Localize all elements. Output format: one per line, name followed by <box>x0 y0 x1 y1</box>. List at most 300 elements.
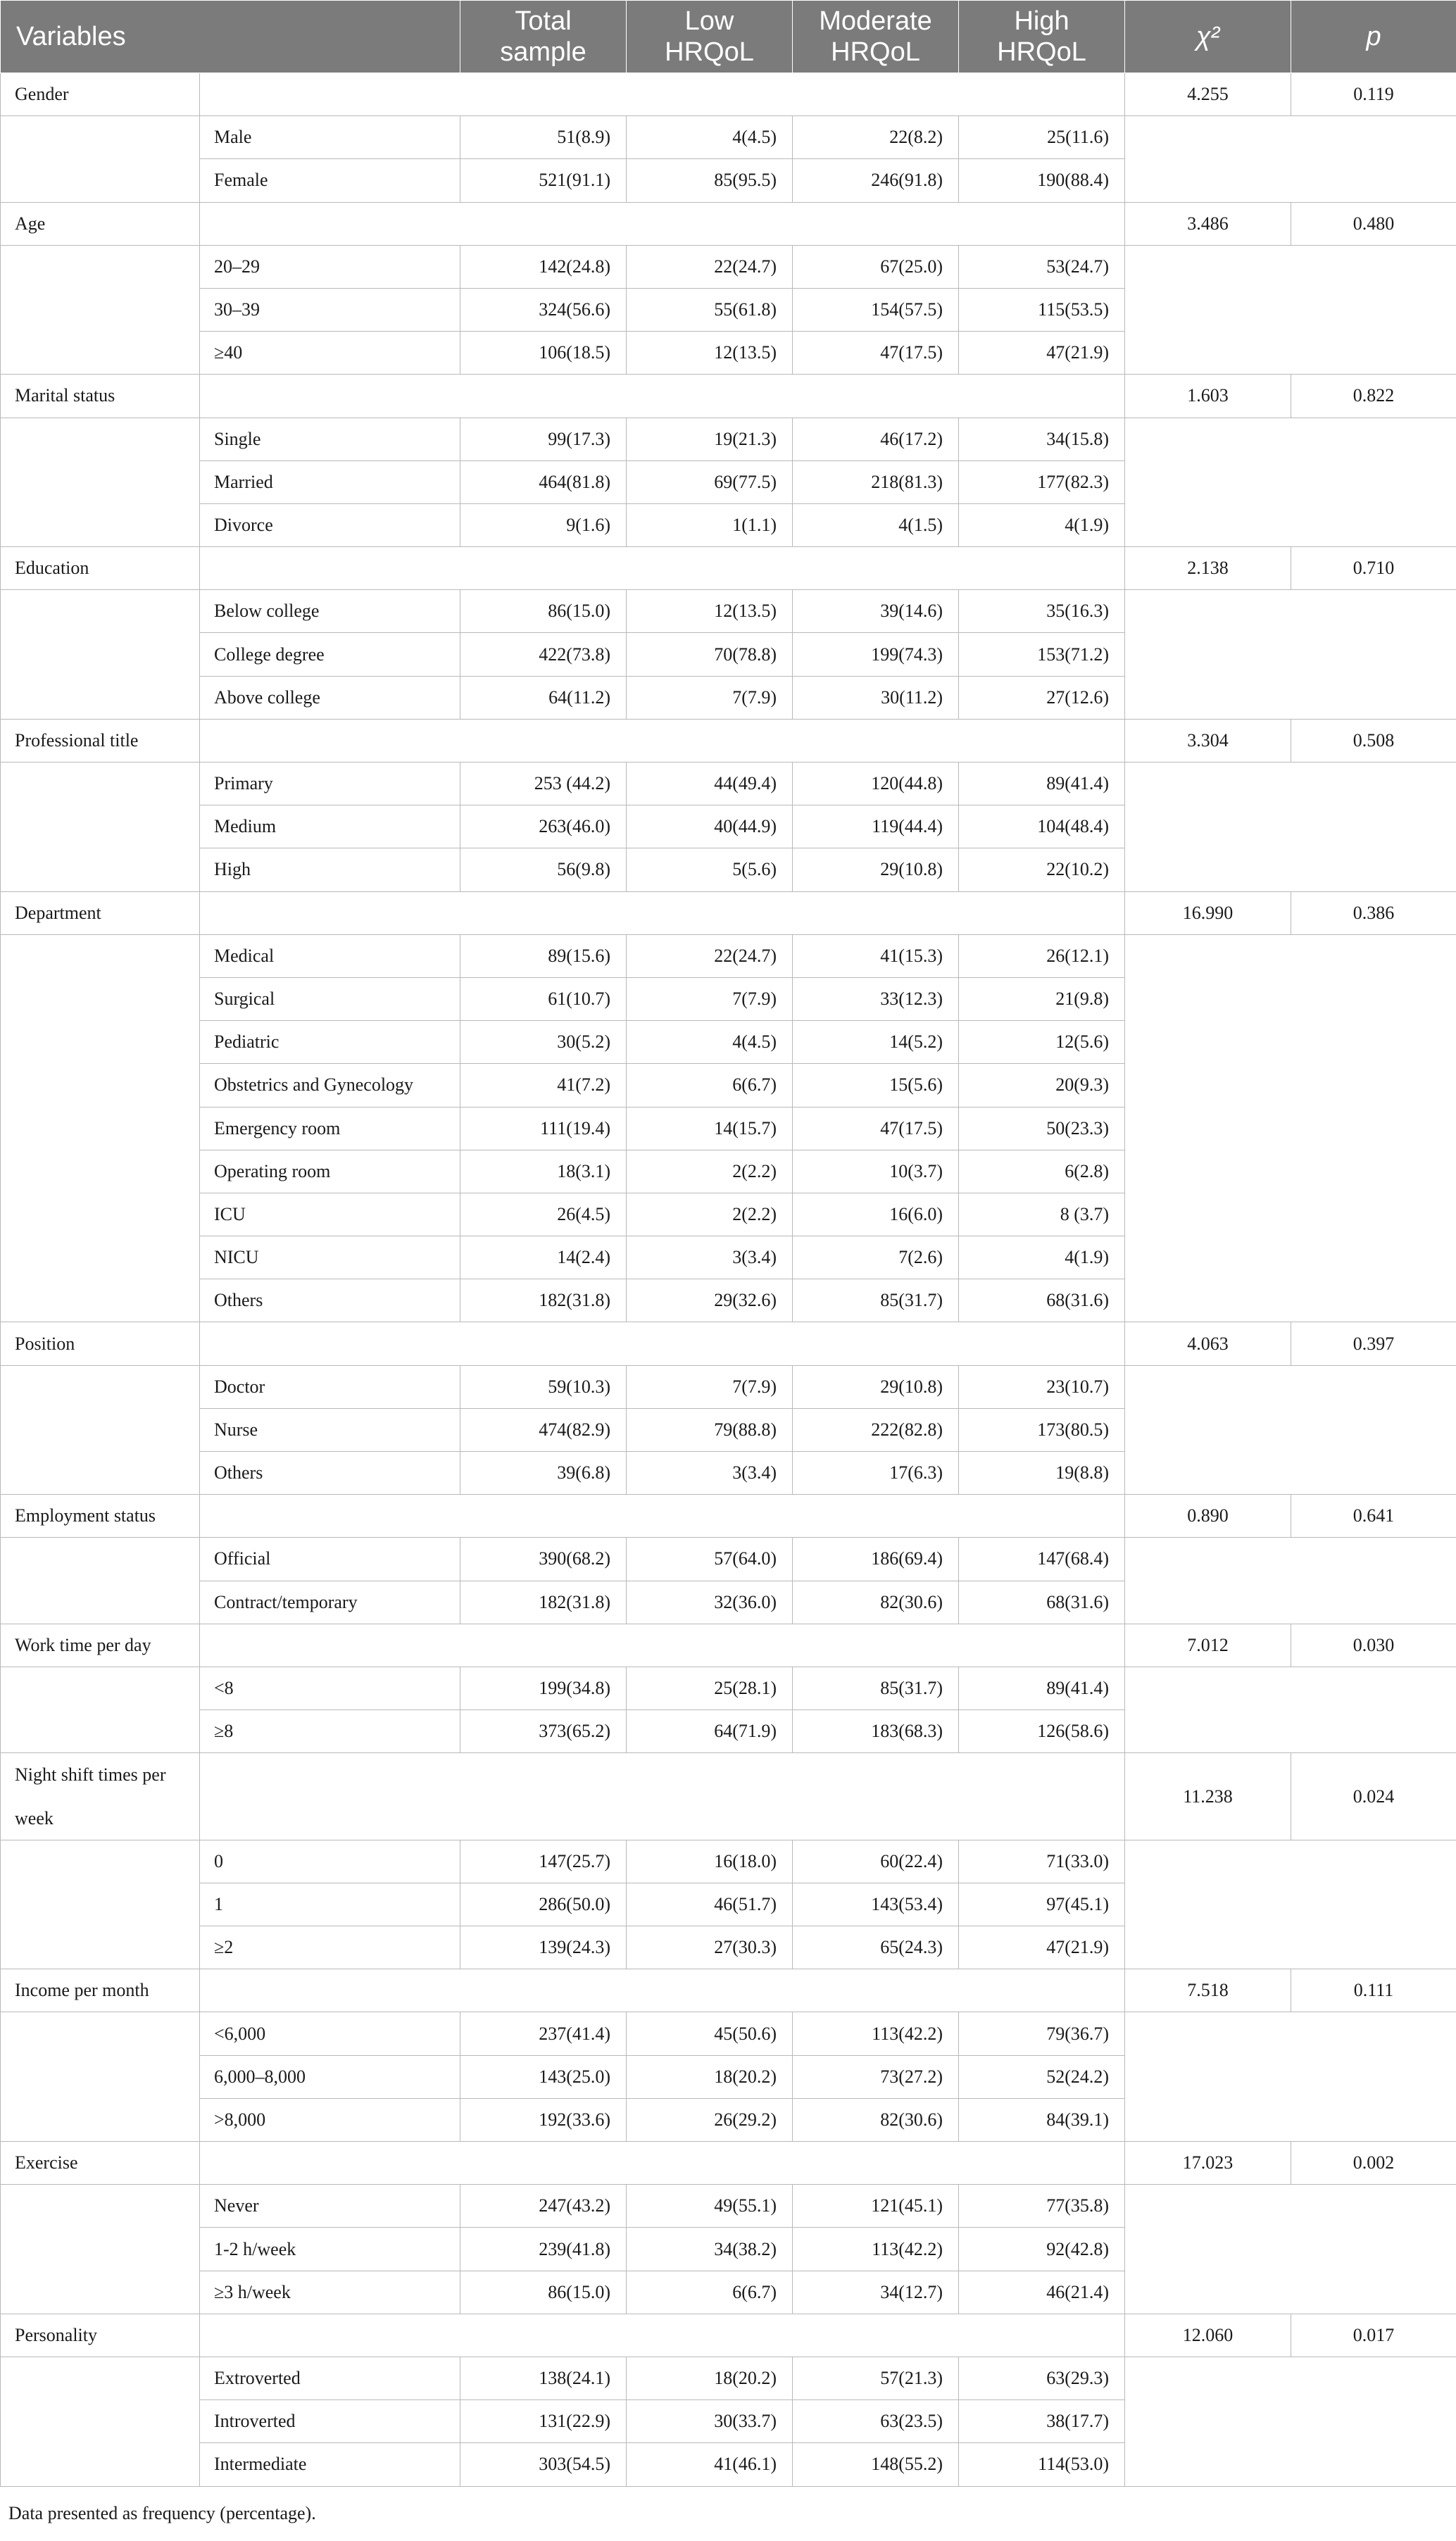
moderate-hrqol-cell: 113(42.2) <box>793 2228 959 2271</box>
moderate-hrqol-cell: 85(31.7) <box>793 1279 959 1322</box>
total-sample-cell: 89(15.6) <box>460 934 627 977</box>
low-hrqol-cell: 70(78.8) <box>627 633 793 676</box>
high-hrqol-cell: 8 (3.7) <box>959 1193 1125 1236</box>
moderate-hrqol-cell: 119(44.4) <box>793 805 959 848</box>
low-hrqol-cell: 27(30.3) <box>627 1926 793 1969</box>
total-sample-cell: 192(33.6) <box>460 2098 627 2141</box>
stats-blank-cell <box>1125 418 1456 547</box>
moderate-hrqol-cell: 17(6.3) <box>793 1452 959 1495</box>
high-hrqol-cell: 38(17.7) <box>959 2400 1125 2443</box>
total-sample-cell: 9(1.6) <box>460 503 627 546</box>
stats-blank-cell <box>1125 1365 1456 1495</box>
chi-square-value: 11.238 <box>1125 1753 1291 1840</box>
category-label: Medical <box>200 934 460 977</box>
low-hrqol-cell: 2(2.2) <box>627 1193 793 1236</box>
category-label: 20–29 <box>200 245 460 288</box>
high-hrqol-cell: 53(24.7) <box>959 245 1125 288</box>
high-hrqol-cell: 46(21.4) <box>959 2271 1125 2314</box>
high-hrqol-cell: 19(8.8) <box>959 1452 1125 1495</box>
high-hrqol-cell: 47(21.9) <box>959 332 1125 375</box>
total-sample-cell: 138(24.1) <box>460 2357 627 2399</box>
category-label: Obstetrics and Gynecology <box>200 1064 460 1107</box>
total-sample-cell: 14(2.4) <box>460 1236 627 1279</box>
variable-name: Gender <box>1 73 200 116</box>
moderate-hrqol-cell: 63(23.5) <box>793 2400 959 2443</box>
category-label: ≥40 <box>200 332 460 375</box>
stats-blank-cell <box>1125 1840 1456 1969</box>
category-label: Operating room <box>200 1150 460 1193</box>
category-label: 1-2 h/week <box>200 2228 460 2271</box>
category-label: Male <box>200 116 460 159</box>
header-p-value: p <box>1291 1 1456 73</box>
header-high-line2: HRQoL <box>997 37 1086 67</box>
chi-square-value: 4.255 <box>1125 73 1291 116</box>
moderate-hrqol-cell: 4(1.5) <box>793 503 959 546</box>
low-hrqol-cell: 45(50.6) <box>627 2012 793 2055</box>
low-hrqol-cell: 1(1.1) <box>627 503 793 546</box>
table-row <box>1 590 1456 633</box>
total-sample-cell: 64(11.2) <box>460 676 627 719</box>
moderate-hrqol-cell: 246(91.8) <box>793 159 959 202</box>
high-hrqol-cell: 190(88.4) <box>959 159 1125 202</box>
variable-indent-cell <box>1 1538 200 1624</box>
moderate-hrqol-cell: 57(21.3) <box>793 2357 959 2399</box>
total-sample-cell: 263(46.0) <box>460 805 627 848</box>
high-hrqol-cell: 47(21.9) <box>959 1926 1125 1969</box>
high-hrqol-cell: 115(53.5) <box>959 288 1125 331</box>
chi-square-value: 0.890 <box>1125 1495 1291 1538</box>
variable-indent-cell <box>1 934 200 1322</box>
total-sample-cell: 253 (44.2) <box>460 763 627 805</box>
variable-indent-cell <box>1 1365 200 1495</box>
category-label: High <box>200 848 460 891</box>
footnote: Data presented as frequency (percentage). <box>8 2503 316 2523</box>
high-hrqol-cell: 4(1.9) <box>959 503 1125 546</box>
category-label: Single <box>200 418 460 460</box>
variable-row <box>1 1969 1456 2012</box>
low-hrqol-cell: 7(7.9) <box>627 1365 793 1408</box>
p-value: 0.822 <box>1291 375 1456 418</box>
header-total-line2: sample <box>500 37 586 67</box>
total-sample-cell: 182(31.8) <box>460 1581 627 1624</box>
high-hrqol-cell: 26(12.1) <box>959 934 1125 977</box>
low-hrqol-cell: 4(4.5) <box>627 116 793 159</box>
variable-indent-cell <box>1 1667 200 1752</box>
p-value: 0.002 <box>1291 2142 1456 2185</box>
low-hrqol-cell: 49(55.1) <box>627 2185 793 2228</box>
moderate-hrqol-cell: 30(11.2) <box>793 676 959 719</box>
total-sample-cell: 41(7.2) <box>460 1064 627 1107</box>
chi-square-value: 3.304 <box>1125 719 1291 762</box>
variable-row <box>1 1495 1456 1538</box>
moderate-hrqol-cell: 10(3.7) <box>793 1150 959 1193</box>
high-hrqol-cell: 35(16.3) <box>959 590 1125 633</box>
category-label: Surgical <box>200 977 460 1020</box>
high-hrqol-cell: 52(24.2) <box>959 2055 1125 2098</box>
variable-indent-cell <box>1 763 200 892</box>
variable-name: Department <box>1 891 200 934</box>
category-label: Medium <box>200 805 460 848</box>
variable-name: Personality <box>1 2314 200 2357</box>
category-label: Married <box>200 460 460 503</box>
variable-spacer <box>200 1753 1125 1840</box>
stats-blank-cell <box>1125 1538 1456 1624</box>
variable-indent-cell <box>1 2357 200 2486</box>
low-hrqol-cell: 22(24.7) <box>627 245 793 288</box>
low-hrqol-cell: 30(33.7) <box>627 2400 793 2443</box>
low-hrqol-cell: 41(46.1) <box>627 2443 793 2486</box>
header-moderate-hrqol <box>793 1 959 73</box>
header-variables: Variables <box>1 1 460 73</box>
category-label: Others <box>200 1279 460 1322</box>
low-hrqol-cell: 40(44.9) <box>627 805 793 848</box>
chi-square-value: 7.518 <box>1125 1969 1291 2012</box>
category-label: 30–39 <box>200 288 460 331</box>
variable-name: Employment status <box>1 1495 200 1538</box>
low-hrqol-cell: 4(4.5) <box>627 1021 793 1064</box>
low-hrqol-cell: 64(71.9) <box>627 1710 793 1753</box>
p-value: 0.641 <box>1291 1495 1456 1538</box>
low-hrqol-cell: 16(18.0) <box>627 1840 793 1883</box>
table-row <box>1 1667 1456 1709</box>
high-hrqol-cell: 12(5.6) <box>959 1021 1125 1064</box>
chi-square-value: 3.486 <box>1125 202 1291 245</box>
category-label: Primary <box>200 763 460 805</box>
table-row <box>1 763 1456 805</box>
category-label: Above college <box>200 676 460 719</box>
moderate-hrqol-cell: 60(22.4) <box>793 1840 959 1883</box>
header-total-line1: Total <box>515 6 572 36</box>
variable-name: Marital status <box>1 375 200 418</box>
chi-square-value: 1.603 <box>1125 375 1291 418</box>
table-row <box>1 2185 1456 2228</box>
total-sample-cell: 99(17.3) <box>460 418 627 460</box>
variable-row <box>1 375 1456 418</box>
high-hrqol-cell: 153(71.2) <box>959 633 1125 676</box>
high-hrqol-cell: 34(15.8) <box>959 418 1125 460</box>
moderate-hrqol-cell: 14(5.2) <box>793 1021 959 1064</box>
high-hrqol-cell: 89(41.4) <box>959 1667 1125 1709</box>
variable-row <box>1 2314 1456 2357</box>
moderate-hrqol-cell: 34(12.7) <box>793 2271 959 2314</box>
variable-spacer <box>200 1322 1125 1365</box>
p-value: 0.111 <box>1291 1969 1456 2012</box>
header-low-line1: Low <box>684 6 734 36</box>
total-sample-cell: 247(43.2) <box>460 2185 627 2228</box>
total-sample-cell: 199(34.8) <box>460 1667 627 1709</box>
high-hrqol-cell: 126(58.6) <box>959 1710 1125 1753</box>
low-hrqol-cell: 26(29.2) <box>627 2098 793 2141</box>
low-hrqol-cell: 57(64.0) <box>627 1538 793 1581</box>
moderate-hrqol-cell: 65(24.3) <box>793 1926 959 1969</box>
moderate-hrqol-cell: 121(45.1) <box>793 2185 959 2228</box>
low-hrqol-cell: 7(7.9) <box>627 676 793 719</box>
stats-blank-cell <box>1125 2185 1456 2314</box>
category-label: Introverted <box>200 2400 460 2443</box>
variable-spacer <box>200 2142 1125 2185</box>
total-sample-cell: 390(68.2) <box>460 1538 627 1581</box>
stats-blank-cell <box>1125 245 1456 375</box>
category-label: ≥2 <box>200 1926 460 1969</box>
low-hrqol-cell: 2(2.2) <box>627 1150 793 1193</box>
stats-blank-cell <box>1125 934 1456 1322</box>
low-hrqol-cell: 3(3.4) <box>627 1452 793 1495</box>
high-hrqol-cell: 4(1.9) <box>959 1236 1125 1279</box>
category-label: Divorce <box>200 503 460 546</box>
category-label: Below college <box>200 590 460 633</box>
moderate-hrqol-cell: 73(27.2) <box>793 2055 959 2098</box>
total-sample-cell: 111(19.4) <box>460 1107 627 1150</box>
category-label: Intermediate <box>200 2443 460 2486</box>
variable-spacer <box>200 375 1125 418</box>
high-hrqol-cell: 68(31.6) <box>959 1279 1125 1322</box>
total-sample-cell: 59(10.3) <box>460 1365 627 1408</box>
moderate-hrqol-cell: 143(53.4) <box>793 1883 959 1926</box>
variable-indent-cell <box>1 590 200 720</box>
table-row <box>1 245 1456 288</box>
low-hrqol-cell: 69(77.5) <box>627 460 793 503</box>
moderate-hrqol-cell: 29(10.8) <box>793 1365 959 1408</box>
category-label: Nurse <box>200 1408 460 1451</box>
moderate-hrqol-cell: 22(8.2) <box>793 116 959 159</box>
low-hrqol-cell: 32(36.0) <box>627 1581 793 1624</box>
high-hrqol-cell: 79(36.7) <box>959 2012 1125 2055</box>
low-hrqol-cell: 5(5.6) <box>627 848 793 891</box>
total-sample-cell: 86(15.0) <box>460 590 627 633</box>
category-label: Others <box>200 1452 460 1495</box>
low-hrqol-cell: 46(51.7) <box>627 1883 793 1926</box>
variable-name: Professional title <box>1 719 200 762</box>
total-sample-cell: 139(24.3) <box>460 1926 627 1969</box>
chi-square-value: 7.012 <box>1125 1624 1291 1667</box>
high-hrqol-cell: 89(41.4) <box>959 763 1125 805</box>
category-label: Official <box>200 1538 460 1581</box>
category-label: 1 <box>200 1883 460 1926</box>
variable-name: Income per month <box>1 1969 200 2012</box>
total-sample-cell: 303(54.5) <box>460 2443 627 2486</box>
table-row <box>1 1365 1456 1408</box>
table-row <box>1 2012 1456 2055</box>
category-label: Female <box>200 159 460 202</box>
low-hrqol-cell: 55(61.8) <box>627 288 793 331</box>
variable-spacer <box>200 719 1125 762</box>
high-hrqol-cell: 71(33.0) <box>959 1840 1125 1883</box>
high-hrqol-cell: 84(39.1) <box>959 2098 1125 2141</box>
table-row <box>1 116 1456 159</box>
total-sample-cell: 61(10.7) <box>460 977 627 1020</box>
moderate-hrqol-cell: 85(31.7) <box>793 1667 959 1709</box>
high-hrqol-cell: 25(11.6) <box>959 116 1125 159</box>
total-sample-cell: 26(4.5) <box>460 1193 627 1236</box>
variable-spacer <box>200 73 1125 116</box>
p-value: 0.397 <box>1291 1322 1456 1365</box>
moderate-hrqol-cell: 47(17.5) <box>793 332 959 375</box>
category-label: 6,000–8,000 <box>200 2055 460 2098</box>
category-label: Contract/temporary <box>200 1581 460 1624</box>
low-hrqol-cell: 79(88.8) <box>627 1408 793 1451</box>
high-hrqol-cell: 97(45.1) <box>959 1883 1125 1926</box>
total-sample-cell: 239(41.8) <box>460 2228 627 2271</box>
header-chi-square: χ² <box>1125 1 1291 73</box>
low-hrqol-cell: 12(13.5) <box>627 332 793 375</box>
category-label: <6,000 <box>200 2012 460 2055</box>
variable-row <box>1 1624 1456 1667</box>
variable-indent-cell <box>1 2185 200 2314</box>
moderate-hrqol-cell: 186(69.4) <box>793 1538 959 1581</box>
total-sample-cell: 521(91.1) <box>460 159 627 202</box>
high-hrqol-cell: 21(9.8) <box>959 977 1125 1020</box>
total-sample-cell: 464(81.8) <box>460 460 627 503</box>
variable-row <box>1 202 1456 245</box>
high-hrqol-cell: 6(2.8) <box>959 1150 1125 1193</box>
variable-name: Education <box>1 547 200 590</box>
category-label: Doctor <box>200 1365 460 1408</box>
header-total-sample <box>460 1 627 73</box>
header-low-line2: HRQoL <box>665 37 754 67</box>
variable-indent-cell <box>1 116 200 202</box>
category-label: ≥3 h/week <box>200 2271 460 2314</box>
stats-blank-cell <box>1125 1667 1456 1752</box>
low-hrqol-cell: 25(28.1) <box>627 1667 793 1709</box>
variable-spacer <box>200 2314 1125 2357</box>
variable-row <box>1 1322 1456 1365</box>
high-hrqol-cell: 114(53.0) <box>959 2443 1125 2486</box>
moderate-hrqol-cell: 16(6.0) <box>793 1193 959 1236</box>
high-hrqol-cell: 50(23.3) <box>959 1107 1125 1150</box>
chi-square-value: 17.023 <box>1125 2142 1291 2185</box>
low-hrqol-cell: 6(6.7) <box>627 1064 793 1107</box>
total-sample-cell: 142(24.8) <box>460 245 627 288</box>
total-sample-cell: 56(9.8) <box>460 848 627 891</box>
table-body <box>1 73 1456 2487</box>
table-row <box>1 1840 1456 1883</box>
moderate-hrqol-cell: 82(30.6) <box>793 1581 959 1624</box>
variable-name: Exercise <box>1 2142 200 2185</box>
high-hrqol-cell: 27(12.6) <box>959 676 1125 719</box>
moderate-hrqol-cell: 39(14.6) <box>793 590 959 633</box>
variable-spacer <box>200 1624 1125 1667</box>
low-hrqol-cell: 7(7.9) <box>627 977 793 1020</box>
stats-blank-cell <box>1125 116 1456 202</box>
category-label: ICU <box>200 1193 460 1236</box>
moderate-hrqol-cell: 46(17.2) <box>793 418 959 460</box>
high-hrqol-cell: 77(35.8) <box>959 2185 1125 2228</box>
header-moderate-line1: Moderate <box>819 6 932 36</box>
moderate-hrqol-cell: 154(57.5) <box>793 288 959 331</box>
table-row <box>1 1538 1456 1581</box>
moderate-hrqol-cell: 199(74.3) <box>793 633 959 676</box>
total-sample-cell: 373(65.2) <box>460 1710 627 1753</box>
moderate-hrqol-cell: 113(42.2) <box>793 2012 959 2055</box>
high-hrqol-cell: 173(80.5) <box>959 1408 1125 1451</box>
low-hrqol-cell: 34(38.2) <box>627 2228 793 2271</box>
moderate-hrqol-cell: 148(55.2) <box>793 2443 959 2486</box>
variable-indent-cell <box>1 2012 200 2142</box>
high-hrqol-cell: 22(10.2) <box>959 848 1125 891</box>
total-sample-cell: 86(15.0) <box>460 2271 627 2314</box>
table-row <box>1 418 1456 460</box>
variable-spacer <box>200 202 1125 245</box>
total-sample-cell: 422(73.8) <box>460 633 627 676</box>
variable-spacer <box>200 1969 1125 2012</box>
high-hrqol-cell: 177(82.3) <box>959 460 1125 503</box>
total-sample-cell: 30(5.2) <box>460 1021 627 1064</box>
total-sample-cell: 51(8.9) <box>460 116 627 159</box>
low-hrqol-cell: 3(3.4) <box>627 1236 793 1279</box>
variable-row <box>1 73 1456 116</box>
variable-row <box>1 1753 1456 1840</box>
high-hrqol-cell: 23(10.7) <box>959 1365 1125 1408</box>
chi-square-value: 4.063 <box>1125 1322 1291 1365</box>
table-row <box>1 2357 1456 2399</box>
category-label: 0 <box>200 1840 460 1883</box>
low-hrqol-cell: 22(24.7) <box>627 934 793 977</box>
high-hrqol-cell: 104(48.4) <box>959 805 1125 848</box>
moderate-hrqol-cell: 183(68.3) <box>793 1710 959 1753</box>
moderate-hrqol-cell: 7(2.6) <box>793 1236 959 1279</box>
stats-blank-cell <box>1125 2012 1456 2142</box>
total-sample-cell: 474(82.9) <box>460 1408 627 1451</box>
p-value: 0.480 <box>1291 202 1456 245</box>
variable-spacer <box>200 1495 1125 1538</box>
header-high-line1: High <box>1014 6 1069 36</box>
variable-name: Position <box>1 1322 200 1365</box>
variable-indent-cell <box>1 245 200 375</box>
p-value: 0.710 <box>1291 547 1456 590</box>
high-hrqol-cell: 147(68.4) <box>959 1538 1125 1581</box>
moderate-hrqol-cell: 82(30.6) <box>793 2098 959 2141</box>
chi-square-value: 12.060 <box>1125 2314 1291 2357</box>
stats-blank-cell <box>1125 763 1456 892</box>
p-value: 0.508 <box>1291 719 1456 762</box>
moderate-hrqol-cell: 33(12.3) <box>793 977 959 1020</box>
low-hrqol-cell: 85(95.5) <box>627 159 793 202</box>
variable-indent-cell <box>1 418 200 547</box>
variable-spacer <box>200 547 1125 590</box>
category-label: NICU <box>200 1236 460 1279</box>
category-label: College degree <box>200 633 460 676</box>
moderate-hrqol-cell: 120(44.8) <box>793 763 959 805</box>
moderate-hrqol-cell: 29(10.8) <box>793 848 959 891</box>
variable-name: Age <box>1 202 200 245</box>
header-high-hrqol <box>959 1 1125 73</box>
category-label: Extroverted <box>200 2357 460 2399</box>
variable-indent-cell <box>1 1840 200 1969</box>
header-row <box>1 1 1456 73</box>
low-hrqol-cell: 19(21.3) <box>627 418 793 460</box>
variable-name: Work time per day <box>1 1624 200 1667</box>
total-sample-cell: 131(22.9) <box>460 2400 627 2443</box>
p-value: 0.017 <box>1291 2314 1456 2357</box>
moderate-hrqol-cell: 218(81.3) <box>793 460 959 503</box>
p-value: 0.024 <box>1291 1753 1456 1840</box>
variable-name: Night shift times per week <box>1 1753 200 1840</box>
low-hrqol-cell: 29(32.6) <box>627 1279 793 1322</box>
table-row <box>1 934 1456 977</box>
high-hrqol-cell: 92(42.8) <box>959 2228 1125 2271</box>
category-label: Pediatric <box>200 1021 460 1064</box>
total-sample-cell: 237(41.4) <box>460 2012 627 2055</box>
low-hrqol-cell: 12(13.5) <box>627 590 793 633</box>
p-value: 0.119 <box>1291 73 1456 116</box>
moderate-hrqol-cell: 222(82.8) <box>793 1408 959 1451</box>
low-hrqol-cell: 6(6.7) <box>627 2271 793 2314</box>
total-sample-cell: 18(3.1) <box>460 1150 627 1193</box>
low-hrqol-cell: 14(15.7) <box>627 1107 793 1150</box>
total-sample-cell: 147(25.7) <box>460 1840 627 1883</box>
moderate-hrqol-cell: 15(5.6) <box>793 1064 959 1107</box>
total-sample-cell: 39(6.8) <box>460 1452 627 1495</box>
